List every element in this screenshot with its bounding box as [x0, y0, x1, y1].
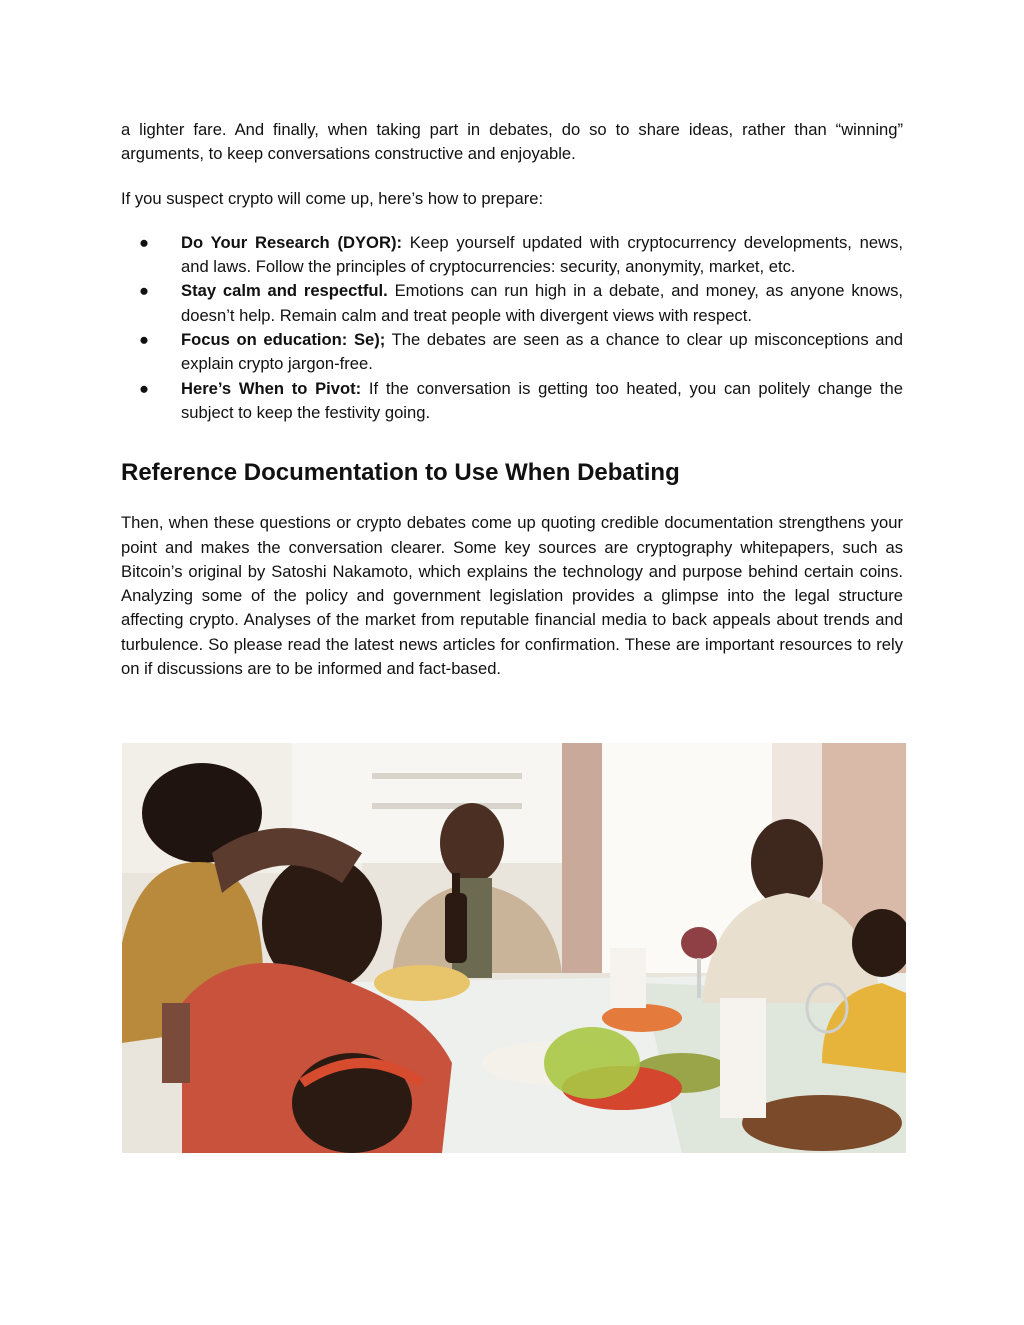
tip-text: The debates are seen as a chance to clear up misconceptions and explain crypto jargon-free.: [181, 330, 903, 374]
bullet-icon: ●: [139, 330, 150, 350]
reference-paragraph: Then, when these questions or crypto debates come up quoting credible documentation strengthens your point and makes the conversation clearer. Some key sources are cryptography whitepapers, such as Bitcoin’s original by Satoshi Nakamoto, which explains the technology and purpose behind certain coins. Analyzing some of the policy and government legislation provides a glimpse into the legal structure affecting crypto. Analyses of the market from reputable financial media to back appeals about trends and turbulence. So please read the latest news articles for confirmation. These are important resources to rely on if discussions are to be informed and fact-based.: [121, 513, 903, 679]
bullet-icon: ●: [139, 281, 150, 301]
tips-list: [121, 231, 903, 425]
family-dinner-photo: [122, 743, 906, 1153]
tip-title: Focus on education: Se);: [181, 330, 386, 350]
document-page: [121, 118, 903, 681]
tip-title: Stay calm and respectful.: [181, 281, 388, 301]
list-item: [121, 279, 903, 328]
tip-text: Emotions can run high in a debate, and money, as anyone knows, doesn’t help. Remain calm and treat people with divergent views with respect.: [181, 281, 903, 325]
prep-intro: If you suspect crypto will come up, here’s how to prepare:: [121, 188, 544, 208]
list-item: [121, 328, 903, 377]
bullet-icon: ●: [139, 378, 150, 398]
bullet-icon: ●: [139, 232, 150, 252]
tip-text: Keep yourself updated with cryptocurrency developments, news, and laws. Follow the principles of cryptocurrencies: security, anonymity, market, etc.: [181, 232, 903, 277]
intro-paragraph: a lighter fare. And finally, when taking part in debates, do so to share ideas, rather than “winning” arguments, to keep conversations constructive and enjoyable.: [121, 120, 903, 164]
dinner-photo-illustration: [122, 743, 906, 1153]
section-heading: Reference Documentation to Use When Debating: [121, 459, 680, 487]
list-item: [121, 231, 903, 280]
tip-title: Here’s When to Pivot:: [181, 378, 362, 398]
tip-title: Do Your Research (DYOR):: [181, 232, 403, 252]
tip-text: If the conversation is getting too heated, you can politely change the subject to keep the festivity going.: [181, 378, 904, 422]
list-item: [121, 377, 903, 426]
